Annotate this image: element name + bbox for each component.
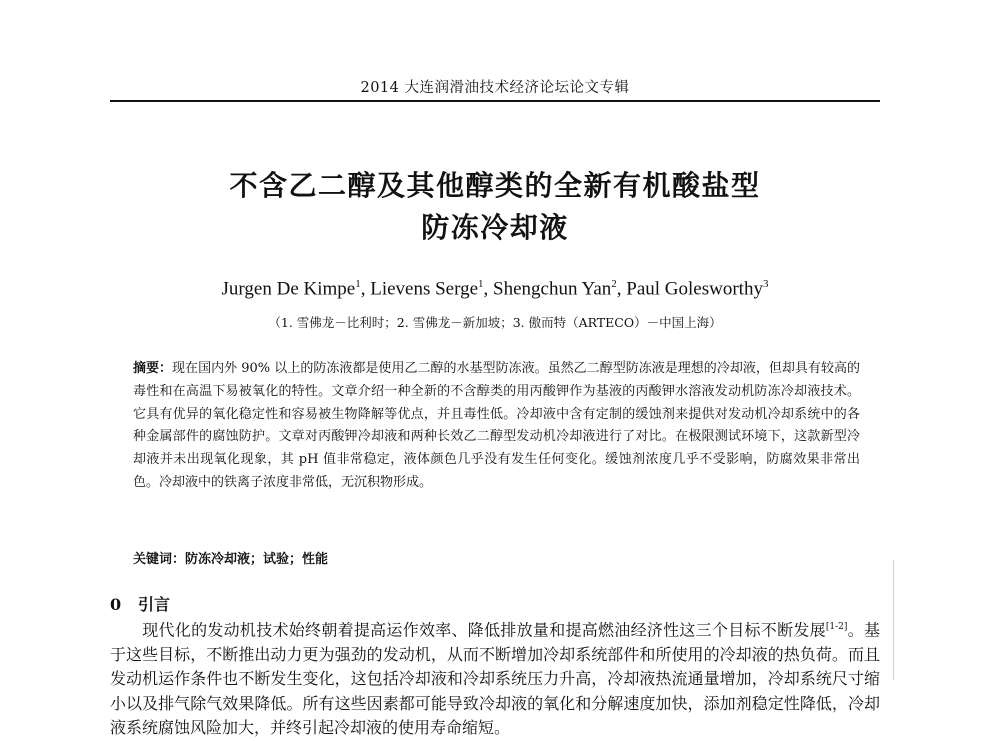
paper-title-line-2: 防冻冷却液 [421, 211, 569, 244]
author-list: Jurgen De Kimpe$^1$, Lievens Serge$^1$, Shengchun Yan$^2$, Paul Golesworthy$^3$ [221, 278, 769, 300]
author-affil-mark: 3 [762, 278, 769, 290]
section-heading [110, 592, 170, 615]
paper-title-line-1: 不含乙二醇及其他醇类的全新有机酸盐型 [229, 169, 761, 202]
body-text-part-1: 现代化的发动机技术始终朝着提高运作效率、降低排放量和提高燃油经济性这三个目标不断发展 [142, 620, 826, 640]
affiliations: （1. 雪佛龙－比利时；2. 雪佛龙－新加坡；3. 傲而特（ARTECO）－中国上海） [268, 315, 722, 330]
author-name: Lievens Serge [370, 278, 479, 300]
header-rule [110, 100, 880, 102]
abstract-text: 现在国内外 90% 以上的防冻液都是使用乙二醇的水基型防冻液。虽然乙二醇型防冻液是理想的冷却液，但却具有较高的毒性和在高温下易被氧化的特性。文章介绍一种全新的不含醇类的用丙酸钾作为基液的丙酸钾水溶液发动机防冻冷却液技术。它具有优异的氧化稳定性和容易被生物降解等优点，并且毒性低。冷却液中含有定制的缓蚀剂来提供对发动机冷却系统中的各种金属部件的腐蚀防护。文章对丙酸钾冷却液和两种长效乙二醇型发动机冷却液进行了对比。在极限测试环境下，这款新型冷却液并未出现氧化现象，其 pH 值非常稳定，液体颜色几乎没有发生任何变化。缓蚀剂浓度几乎不受影响，防腐效果非常出色。冷却液中的铁离子浓度非常低，无沉积物形成。 [133, 361, 860, 490]
scan-edge-mark [893, 560, 898, 680]
abstract-label: 摘要： [133, 361, 173, 376]
body-text-part-2: 。基于这些目标，不断推出动力更为强劲的发动机，从而不断增加冷却系统部件和所使用的冷却液的热负荷。而且发动机运作条件也不断发生变化，这包括冷却液和冷却系统压力升高，冷却液热流通量增加，冷却系统尺寸缩小以及排气除气效果降低。所有这些因素都可能导致冷却液的氧化和分解速度加快，添加剂稳定性降低，冷却液系统腐蚀风险加大，并终引起冷却液的使用寿命缩短。 [110, 620, 880, 738]
author-affil-mark: 2 [611, 278, 617, 290]
section-number: 0 [110, 595, 122, 614]
keywords-text: 防冻冷却液；试验；性能 [185, 552, 329, 567]
keywords-label: 关键词： [133, 552, 186, 567]
section-title: 引言 [138, 595, 171, 614]
citation: [1-2] [825, 622, 848, 632]
author-name: Shengchun Yan [493, 278, 612, 300]
author-name: Jurgen De Kimpe [221, 278, 356, 300]
body-paragraph [110, 615, 880, 741]
abstract [133, 358, 860, 495]
author-name: Paul Golesworthy [626, 278, 763, 300]
author-affil-mark: 1 [478, 278, 484, 290]
author-affil-mark: 1 [355, 278, 361, 290]
keywords [133, 548, 860, 567]
running-head: 2014 大连润滑油技术经济论坛论文专辑 [360, 80, 630, 96]
